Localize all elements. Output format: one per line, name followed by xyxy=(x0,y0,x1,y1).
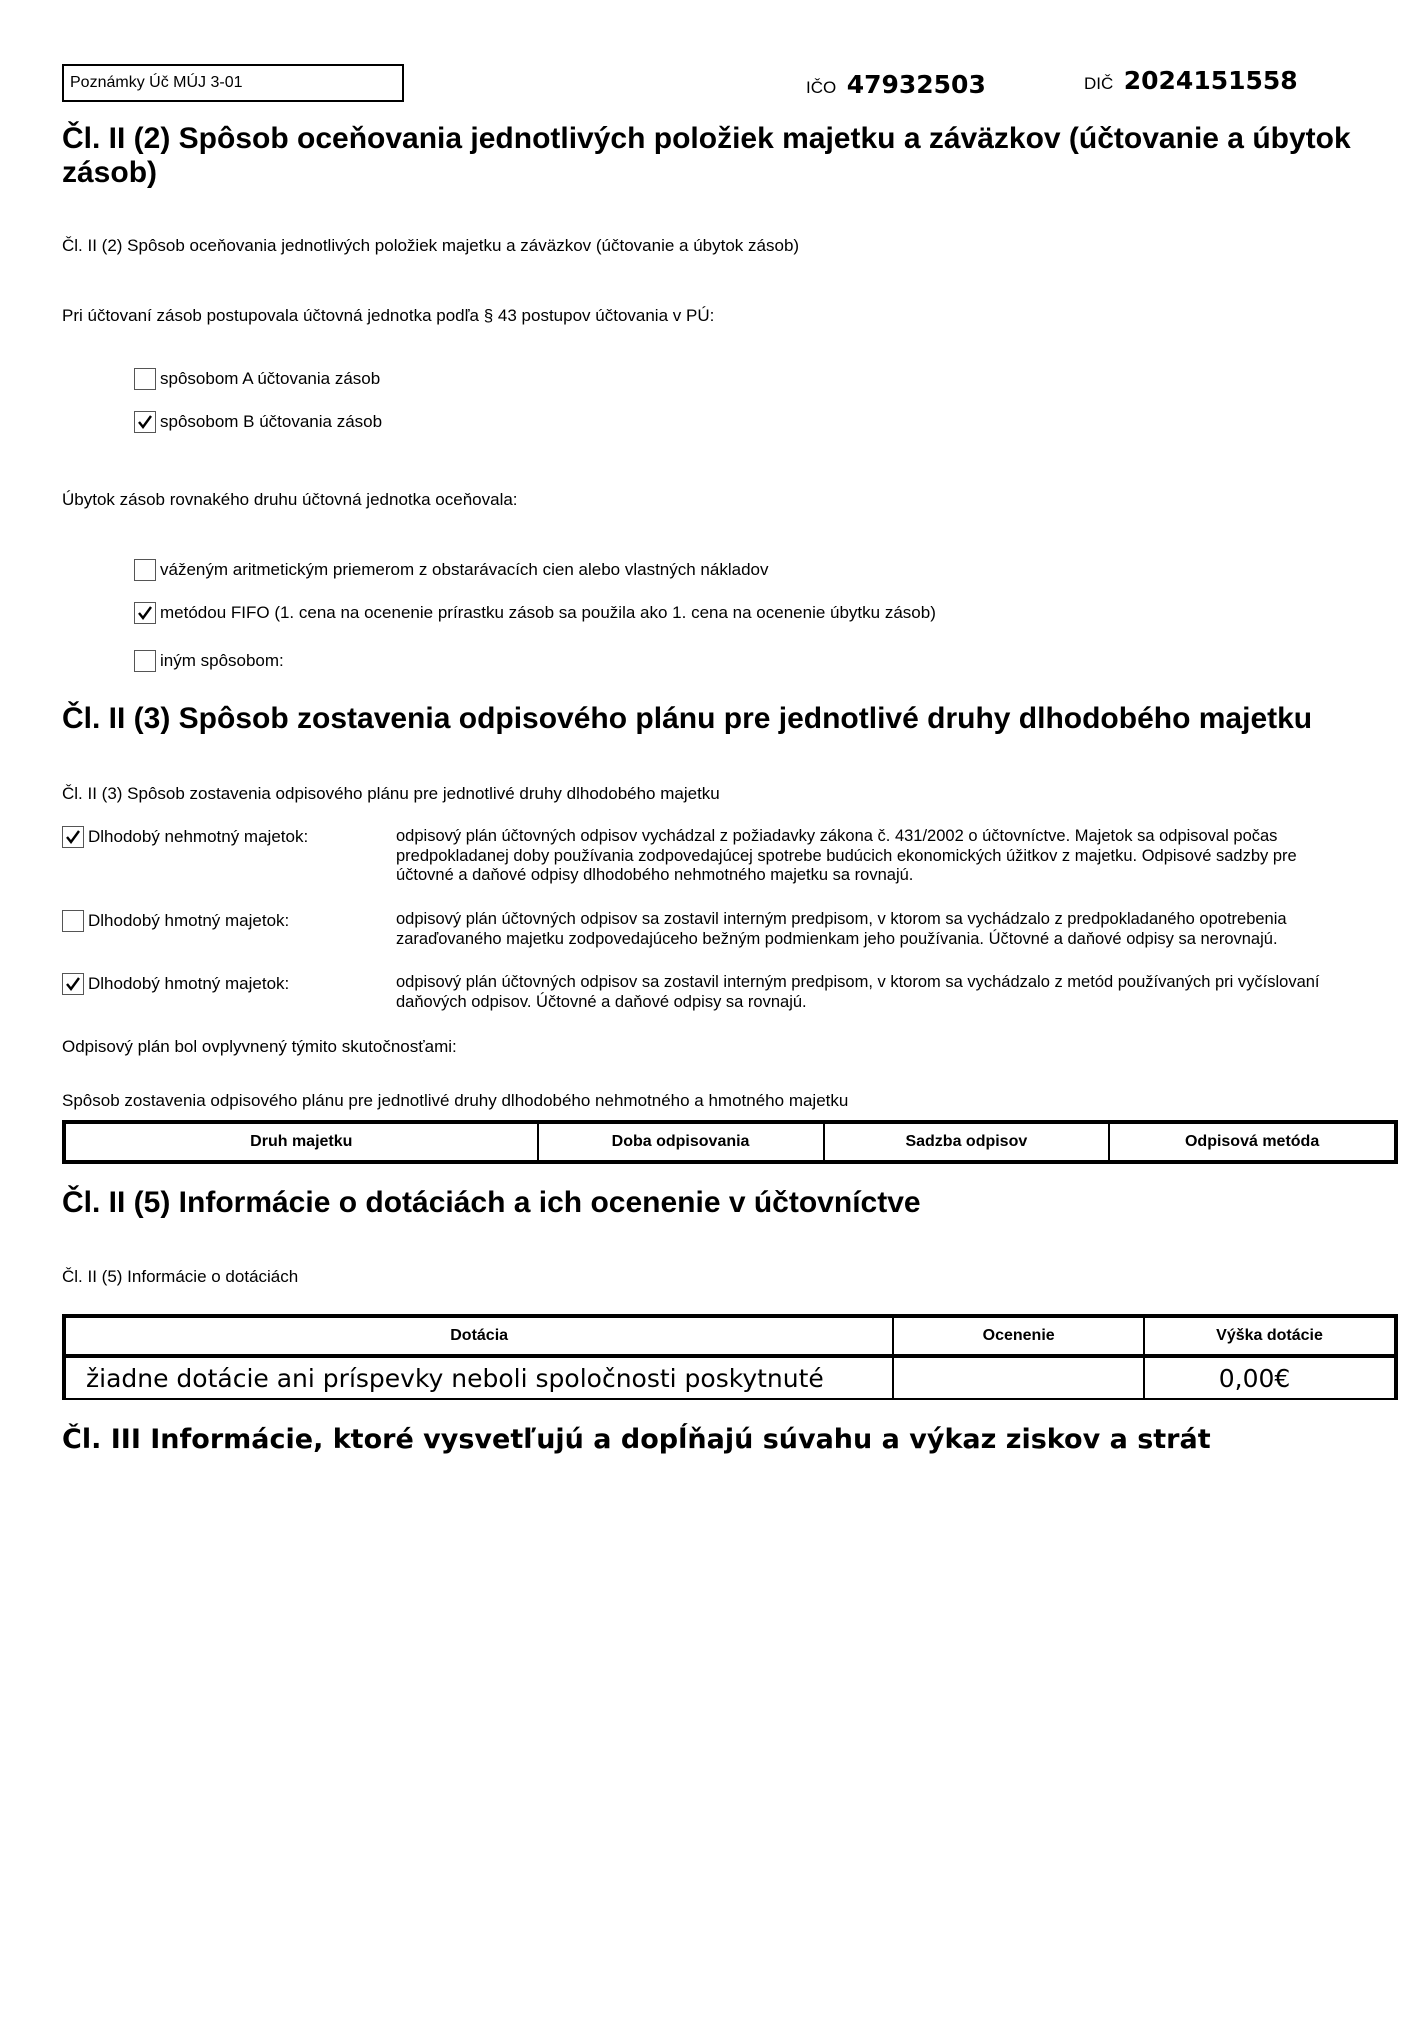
tangible-assets-checkbox-1[interactable] xyxy=(62,910,84,932)
dic-field xyxy=(1084,66,1298,95)
tangible-assets-description-1: odpisový plán účtovných odpisov sa zostavil interným predpisom, v ktorom sa vychádzalo z predpokladaného opotrebenia zaraďovaného majetku zodpovedajúceho bežným podmienkam jeho používania. Účtovné a daňové odpisy sa nerovnajú. xyxy=(396,910,1287,948)
weighted-average-option[interactable] xyxy=(134,559,768,581)
depreciation-table-caption: Spôsob zostavenia odpisového plánu pre jednotlivé druhy dlhodobého nehmotného a hmotného majetku xyxy=(62,1091,849,1110)
tangible-assets-option-2[interactable] xyxy=(62,973,289,995)
fifo-checkbox[interactable] xyxy=(134,602,156,624)
intangible-assets-description: odpisový plán účtovných odpisov vychádzal z požiadavky zákona č. 431/2002 o účtovníctve. Majetok sa odpisoval počas predpokladanej doby používania zodpovedajúcej spotrebe budúcich ekonomických úžitkov z majetku. Odpisové sadzby pre účtovné a daňové odpisy dlhodobého nehmotného majetku sa rovnajú. xyxy=(396,827,1297,884)
fifo-option[interactable] xyxy=(134,602,936,624)
form-code-label: Poznámky Úč MÚJ 3-01 xyxy=(70,74,243,91)
method-b-option[interactable] xyxy=(134,411,382,433)
table-header-row xyxy=(64,1316,1396,1356)
valuation-cell xyxy=(893,1356,1144,1399)
intangible-assets-label: Dlhodobý nehmotný majetok: xyxy=(88,827,309,846)
ico-label: IČO xyxy=(806,78,837,97)
dic-label: DIČ xyxy=(1084,74,1114,93)
checkmark-icon xyxy=(64,828,82,846)
method-b-label: spôsobom B účtovania zásob xyxy=(160,412,383,431)
section-5-heading: Čl. II (5) Informácie o dotáciách a ich ocenenie v účtovníctve xyxy=(62,1186,921,1219)
section-iii-heading: Čl. III Informácie, ktoré vysvetľujú a dopĺňajú súvahu a výkaz ziskov a strát xyxy=(62,1424,1211,1455)
col-header-valuation: Ocenenie xyxy=(893,1316,1144,1356)
checkmark-icon xyxy=(136,604,154,622)
section-2-subheading: Čl. II (2) Spôsob oceňovania jednotlivých položiek majetku a záväzkov (účtovanie a úbytok zásob) xyxy=(62,236,800,255)
section-3-heading: Čl. II (3) Spôsob zostavenia odpisového plánu pre jednotlivé druhy dlhodobého majetku xyxy=(62,702,1313,735)
other-method-label: iným spôsobom: xyxy=(160,651,284,670)
weighted-average-label: váženým aritmetickým priemerom z obstarávacích cien alebo vlastných nákladov xyxy=(160,560,769,579)
section-2-intro: Pri účtovaní zásob postupovala účtovná jednotka podľa § 43 postupov účtovania v PÚ: xyxy=(62,306,715,325)
tangible-assets-checkbox-2[interactable] xyxy=(62,973,84,995)
depreciation-table xyxy=(62,1120,1398,1164)
influence-text: Odpisový plán bol ovplyvnený týmito skutočnosťami: xyxy=(62,1037,457,1056)
tangible-assets-label-1: Dlhodobý hmotný majetok: xyxy=(88,911,290,930)
table-header-row xyxy=(64,1122,1396,1162)
grant-cell: žiadne dotácie ani príspevky neboli spoločnosti poskytnuté xyxy=(64,1356,893,1399)
tangible-assets-label-2: Dlhodobý hmotný majetok: xyxy=(88,974,290,993)
other-method-option[interactable] xyxy=(134,650,284,672)
tangible-assets-option-1[interactable] xyxy=(62,910,289,932)
tangible-assets-description-2: odpisový plán účtovných odpisov sa zostavil interným predpisom, v ktorom sa vychádzalo z metód používaných pri vyčíslovaní daňových odpisov. Účtovné a daňové odpisy sa rovnajú. xyxy=(396,973,1320,1011)
method-a-checkbox[interactable] xyxy=(134,368,156,390)
col-header-rate: Sadzba odpisov xyxy=(824,1122,1110,1162)
form-code-box xyxy=(62,64,404,102)
fifo-label: metódou FIFO (1. cena na ocenenie prírastku zásob sa použila ako 1. cena na ocenenie úbytku zásob) xyxy=(160,603,936,622)
table-row xyxy=(64,1356,1396,1399)
col-header-period: Doba odpisovania xyxy=(538,1122,824,1162)
decrease-intro: Úbytok zásob rovnakého druhu účtovná jednotka oceňovala: xyxy=(62,490,518,509)
weighted-average-checkbox[interactable] xyxy=(134,559,156,581)
ico-value: 47932503 xyxy=(846,70,986,99)
intangible-assets-checkbox[interactable] xyxy=(62,826,84,848)
col-header-asset-type: Druh majetku xyxy=(64,1122,538,1162)
col-header-grant: Dotácia xyxy=(64,1316,893,1356)
section-3-subheading: Čl. II (3) Spôsob zostavenia odpisového plánu pre jednotlivé druhy dlhodobého majetku xyxy=(62,784,720,803)
method-a-label: spôsobom A účtovania zásob xyxy=(160,369,381,388)
section-2-heading: Čl. II (2) Spôsob oceňovania jednotlivých položiek majetku a záväzkov (účtovanie a úbytok zásob) xyxy=(62,122,1351,189)
checkmark-icon xyxy=(136,413,154,431)
col-header-amount: Výška dotácie xyxy=(1144,1316,1396,1356)
method-b-checkbox[interactable] xyxy=(134,411,156,433)
checkmark-icon xyxy=(64,975,82,993)
col-header-method: Odpisová metóda xyxy=(1109,1122,1396,1162)
amount-cell: 0,00€ xyxy=(1144,1356,1396,1399)
grants-table xyxy=(62,1314,1398,1400)
other-method-checkbox[interactable] xyxy=(134,650,156,672)
ico-field xyxy=(806,70,986,99)
method-a-option[interactable] xyxy=(134,368,380,390)
intangible-assets-option[interactable] xyxy=(62,826,308,848)
section-5-subheading: Čl. II (5) Informácie o dotáciách xyxy=(62,1267,299,1286)
dic-value: 2024151558 xyxy=(1123,66,1298,95)
